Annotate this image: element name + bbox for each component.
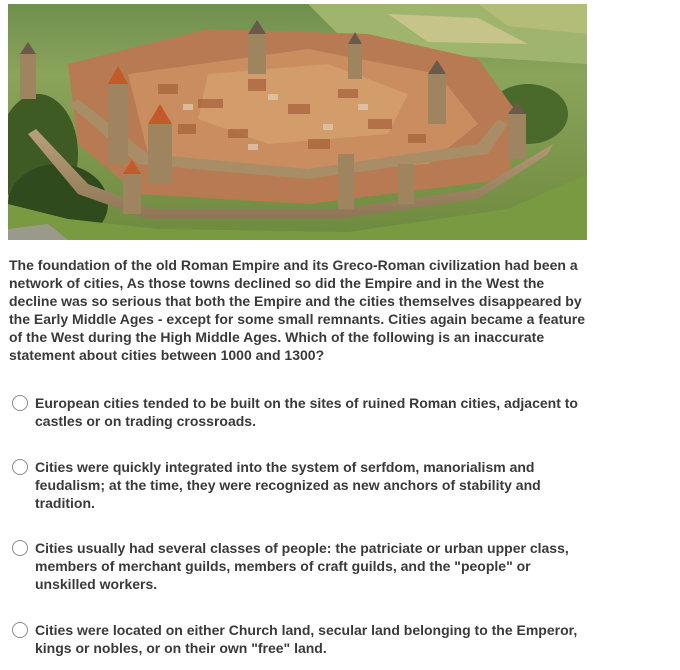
radio-button[interactable] <box>12 459 28 475</box>
answer-option-label: European cities tended to be built on the sites of ruined Roman cities, adjacent to castles or on trading crossroads. <box>35 395 578 429</box>
answer-option-2[interactable] <box>12 458 582 512</box>
answer-option-3[interactable] <box>12 539 582 593</box>
castle-photo <box>8 4 587 240</box>
answer-option-4[interactable] <box>12 621 582 657</box>
radio-button[interactable] <box>12 622 28 638</box>
answer-option-label: Cities were located on either Church land, secular land belonging to the Emperor, kings or nobles, or on their own "free" land. <box>35 622 578 656</box>
radio-button[interactable] <box>12 540 28 556</box>
answer-option-label: Cities usually had several classes of people: the patriciate or urban upper class, members of merchant guilds, members of craft guilds, and the "people" or unskilled workers. <box>35 540 569 592</box>
answer-option-1[interactable] <box>12 394 582 430</box>
question-text: The foundation of the old Roman Empire and its Greco-Roman civilization had been a network of cities, As those towns declined so did the Empire and in the West the decline was so serious that both the Empire and the cities themselves disappeared by the Early Middle Ages - except for some small remnants. Cities again became a feature of the West during the High Middle Ages. Which of the following is an inaccurate statement about cities between 1000 and 1300? <box>9 257 586 363</box>
radio-button[interactable] <box>12 395 28 411</box>
answer-option-label: Cities were quickly integrated into the system of serfdom, manorialism and feudalism; at the time, they were recognized as new anchors of stability and tradition. <box>35 459 541 511</box>
